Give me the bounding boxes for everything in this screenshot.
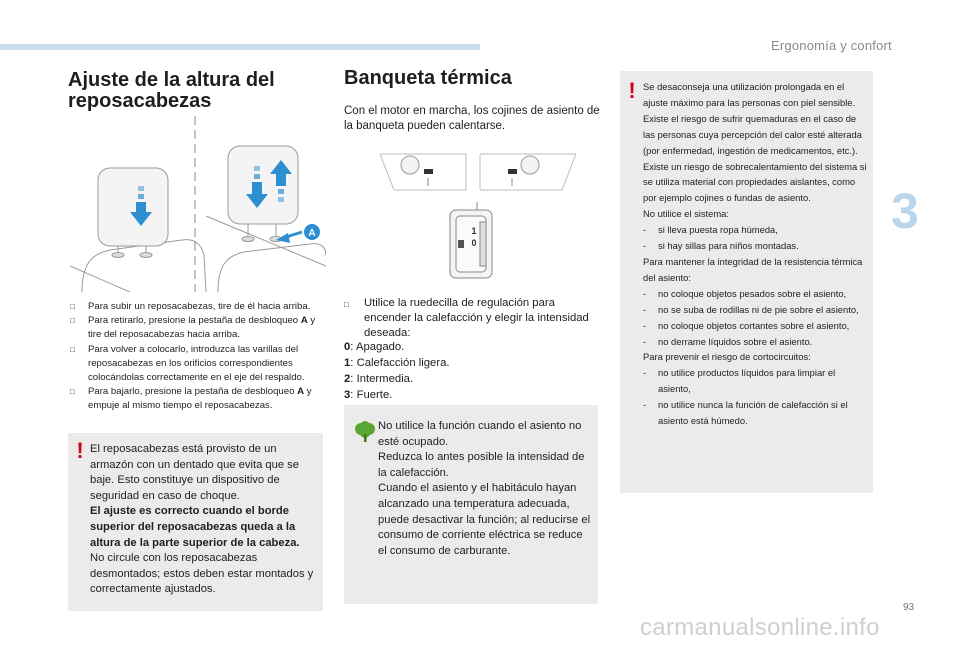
section-title: Ergonomía y confort [771, 38, 892, 53]
heating-settings [344, 339, 450, 403]
checkbox-bullet-icon: □ [344, 300, 349, 309]
checkbox-bullet-icon: □ [70, 316, 75, 326]
list-item: □ Para subir un reposacabezas, tire de él hacia arriba. [70, 300, 326, 314]
list-item: □ Para volver a colocarlo, introduzca las varillas del reposacabezas en los orificios correspondientes colocándolas correctamente en el eje del respaldo. [70, 343, 305, 384]
list-item: - no utilice nunca la función de calefacción si el asiento está húmedo. [643, 399, 848, 427]
list-item: - si lleva puesta ropa húmeda, [643, 224, 778, 236]
dial-instruction: □ Utilice la ruedecilla de regulación para encender la calefacción y elegir la intensidad deseada: [344, 297, 589, 339]
list-item: 0: Apagado. [344, 341, 405, 353]
seat-heat-icon [458, 240, 464, 248]
list-item: - no derrame líquidos sobre el asiento. [643, 335, 813, 347]
dial-label-zero: 0 [471, 238, 477, 248]
list-item: □ Para bajarlo, presione la pestaña de desbloqueo A y empuje al mismo tiempo el reposacabezas. [70, 386, 312, 412]
exclamation-icon: ! [76, 438, 84, 463]
heated-seat-warning: ! Se desaconseja una utilización prolongada en el ajuste máximo para las personas con piel sensible. Existe el riesgo de sufrir quemaduras en el caso de las personas cuya percepción del calor esté alterada (por enfermedad, ingestión de medicamentos, etc.). Existe un riesgo de sobrecalentamiento del sistema si se utiliza material con propiedades aislantes, como por ejemplo cojines o fundas de asiento. No utilice el sistema: - si lleva puesta ropa húmeda, - si hay sillas para niños montadas. Para mantener la integridad de la resistencia térmica del asiento: - no coloque objetos pesados sobre el asiento, - no se suba de rodillas ni de pie sobre el asiento, - no coloque objetos cortantes sobre el asiento, - no derrame líquidos sobre el asiento. Para prevenir el riesgo de cortocircuitos: - no utilice productos líquidos para limpiar el asiento, - no utilice nunca la función de calefacción si el asiento está húmedo. [620, 71, 873, 493]
header-accent-bar [0, 44, 480, 50]
callout-a-label: A [308, 228, 316, 239]
list-item: - no utilice productos líquidos para limpiar el asiento, [643, 367, 836, 395]
chapter-number: 3 [891, 183, 919, 239]
dial-label-one: 1 [471, 226, 477, 236]
leaf-icon [354, 421, 376, 443]
seat-marker-icon [424, 169, 517, 186]
watermark: carmanualsonline.info [640, 614, 880, 641]
list-item: 3: Fuerte. [344, 389, 393, 401]
heated-seat-title: Banqueta térmica [344, 67, 512, 89]
list-item: 1: Calefacción ligera. [344, 357, 450, 369]
list-item: - no se suba de rodillas ni de pie sobre el asiento, [643, 303, 859, 315]
list-item: - no coloque objetos cortantes sobre el asiento, [643, 319, 850, 331]
list-item: - si hay sillas para niños montadas. [643, 240, 799, 252]
list-item: □ Para retirarlo, presione la pestaña de desbloqueo A y tire del reposacabezas hacia arriba. [70, 315, 316, 341]
headrest-instructions [70, 300, 326, 414]
headrest-title: Ajuste de la altura del reposacabezas [68, 69, 275, 112]
headrest-warning: ! El reposacabezas está provisto de un armazón con un dentado que evita que se baje. Esto constituye un dispositivo de seguridad en caso de choque. El ajuste es correcto cuando el borde superior del reposacabezas queda a la altura de la parte superior de la cabeza. No circule con los reposacabezas desmontados; estos deben estar montados y correctamente ajustados. [68, 433, 323, 611]
checkbox-bullet-icon: □ [70, 344, 75, 354]
exclamation-icon: ! [628, 78, 636, 103]
heated-seat-illustration [380, 150, 580, 285]
headrest-raised [206, 146, 326, 292]
list-item: - no coloque objetos pesados sobre el asiento, [643, 287, 847, 299]
eco-note: No utilice la función cuando el asiento no esté ocupado. Reduzca lo antes posible la intensidad de la calefacción. Cuando el asiento y el habitáculo hayan alcanzado una temperatura adecuada, puede desactivar la función; al reducirse el consumo de corriente eléctrica se reduce el consumo de carburante. [344, 405, 598, 604]
steering-wheel-icon [401, 156, 539, 174]
page-number: 93 [903, 602, 915, 613]
heated-seat-intro: Con el motor en marcha, los cojines de asiento de la banqueta pueden calentarse. [344, 105, 600, 132]
headrest-illustration [70, 116, 326, 292]
checkbox-bullet-icon: □ [70, 387, 75, 397]
checkbox-bullet-icon: □ [70, 302, 75, 311]
list-item: 2: Intermedia. [344, 373, 414, 385]
